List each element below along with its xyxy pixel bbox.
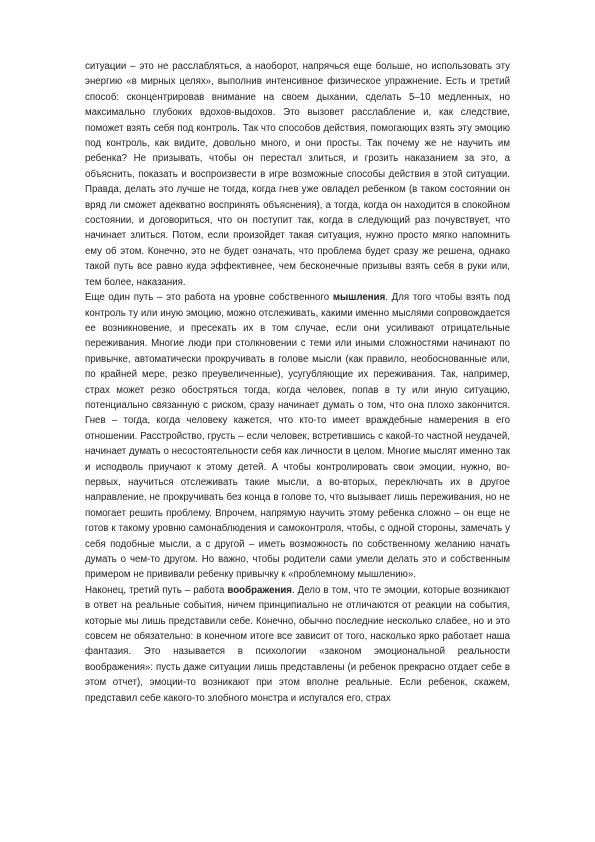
paragraph-2 [85, 290, 510, 583]
keyword-imagination: воображения [227, 584, 292, 596]
paragraph-2-text-start: Еще один путь – это работа на уровне собственного [85, 292, 333, 304]
paragraph-1-text: ситуации – это не расслабляться, а наоборот, напрячься еще больше, но использовать эту энергию «в мирных целях», выполнив интенсивное физическое упражнение. Есть и третий способ: сконцентрировав внимание на своем дыхании, сделать 5–10 медленных, но максимально глубоких вдохов-выдохов. Это вызовет расслабление и, как следствие, поможет взять себя под контроль. Так что способов действия, помогающих взять эту эмоцию под контроль, как видите, довольно много, и они просты. Так почему же не научить им ребенка? Не призывать, чтобы он перестал злиться, и грозить наказанием за это, а объяснить, показать и воспроизвести в игре возможные способы действия в этой ситуации. Правда, делать это лучше не тогда, когда гнев уже овладел ребенком (в таком состоянии он вряд ли сможет адекватно воспринять объяснения), а тогда, когда он находится в спокойном состоянии, и договориться, что он поступит так, когда в следующий раз почувствует, что начинает злиться. Потом, если произойдет такая ситуация, нужно просто мягко напомнить ему об этом. Конечно, это не будет означать, что проблема будет сразу же решена, однако такой путь все равно куда эффективнее, чем бесконечные призывы взять себя в руки или, тем более, наказания. [85, 61, 510, 288]
paragraph-3-text-start: Наконец, третий путь – работа [85, 584, 228, 596]
paragraph-3 [85, 583, 510, 706]
keyword-thinking: мышления [332, 292, 386, 304]
paragraph-2-text-rest: . Для того чтобы взять под контроль ту или иную эмоцию, можно отслеживать, какими именно мыслями сопровождается ее возникновение, и пресекать их в том случае, если они усиливают отрицательные переживания. Многие люди при столкновении с теми или иными сложностями начинают по привычке, автоматически прокручивать в голове мысли (как правило, необоснованные или, по крайней мере, резко преувеличенные), усугубляющие их переживания. Так, например, страх может резко обостряться тогда, когда человек, попав в ту или иную ситуацию, потенциально связанную с риском, сразу начинает думать о том, что она плохо закончится. Гнев – тогда, когда человеку кажется, что кто-то имеет враждебные намерения в его отношении. Расстройство, грусть – если человек, встретившись с какой-то частной неудачей, начинает думать о несостоятельности себя как личности в целом. Многие мыслят именно так и исподволь приучают к этому детей. А чтобы контролировать свои эмоции, нужно, во-первых, научиться отслеживать такие мысли, а во-вторых, переключать их в другое направление, не прокручивать без конца в голове то, что вызывает лишь переживания, но не помогает решить проблему. Впрочем, напрямую научить этому ребенка сложно – он еще не готов к такому уровню самонаблюдения и самоконтроля, чтобы, с одной стороны, замечать у себя подобные мысли, а с другой – иметь возможность по собственному желанию начать думать о чем-то другом. Но важно, чтобы родители сами умели делать это и собственным примером не прививали ребенку привычку к «проблемному мышлению». [85, 292, 511, 581]
paragraph-3-text-rest: . Дело в том, что те эмоции, которые возникают в ответ на реальные события, ничем принципиально не отличаются от реакции на события, которые мы лишь представили себе. Конечно, обычно последние несколько слабее, но и это совсем не обязательно: в конечном итоге все зависит от того, насколько ярко работает наша фантазия. Это называется в психологии «законом эмоциональной реальности воображения»: пусть даже ситуации лишь представлены (и ребенок прекрасно отдает себе в этом отчет), эмоции-то возникают при этом вполне реальные. Если ребенок, скажем, представил себе какого-то злобного монстра и испугался его, страх [85, 584, 510, 704]
paragraph-1 [85, 59, 510, 290]
body-text [85, 59, 510, 706]
